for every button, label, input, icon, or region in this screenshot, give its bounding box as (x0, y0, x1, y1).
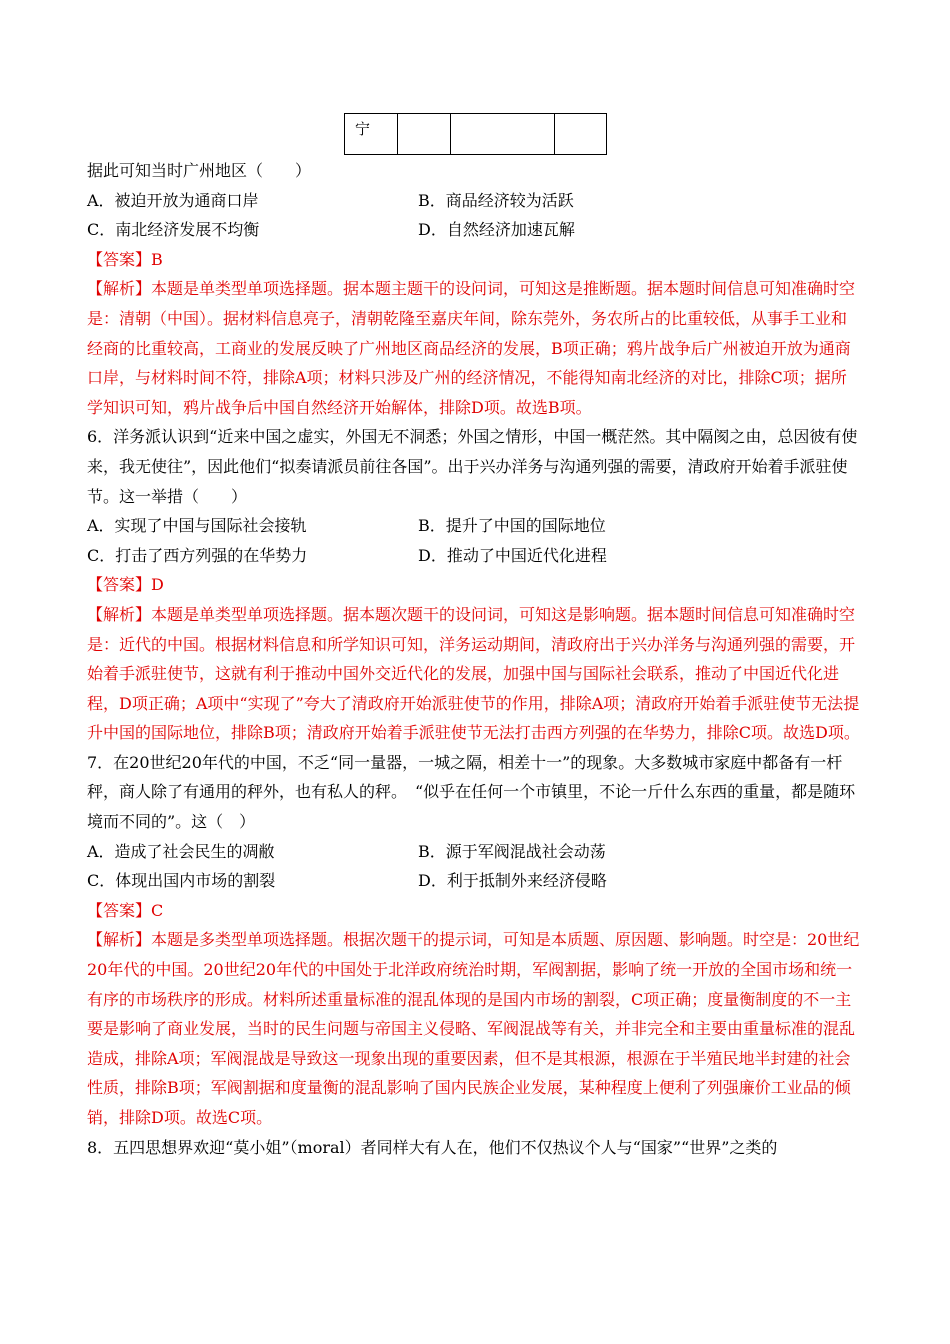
table-row (345, 114, 607, 155)
analysis-text: 【解析】本题是单类型单项选择题。据本题次题干的设问词，可知这是影响题。据本题时间信息可知准确时空是：近代的中国。根据材料信息和所学知识可知，洋务运动期间，清政府出于兴办洋务与沟通列强的需要，开始着手派驻使节，这就有利于推动中国外交近代化的发展，加强中国与国际社会联系，推动了中国近代化进程，D项正确；A项中“实现了”夸大了清政府开始派驻使节的作用，排除A项；清政府开始着手派驻使节无法提升中国的国际地位，排除B项；清政府开始着手派驻使节无法打击西方列强的在华势力，排除C项。故选D项。 (87, 604, 860, 743)
question-list (87, 156, 862, 1162)
answer-label: 【答案】C (87, 900, 164, 920)
option-row (87, 866, 862, 896)
question-stem: 6．洋务派认识到“近来中国之虚实，外国无不洞悉；外国之情形，中国一概茫然。其中隔阂之由，总因彼有使来，我无使往”，因此他们“拟奏请派员前往各国”。出于兴办洋务与沟通列强的需要，清政府开始着手派驻使节。这一举措（ ） (87, 427, 858, 506)
option-row (87, 541, 862, 571)
option-a: A．造成了社会民生的凋敝 (87, 841, 275, 861)
option-row (87, 837, 862, 867)
data-table-fragment (344, 113, 607, 155)
answer-label: 【答案】B (87, 249, 163, 269)
option-a: A．实现了中国与国际社会接轨 (87, 516, 307, 536)
option-b: B．商品经济较为活跃 (418, 190, 574, 210)
option-d: D．利于抵制外来经济侵略 (418, 871, 607, 891)
option-b: B．提升了中国的国际地位 (418, 516, 606, 536)
analysis-text: 【解析】本题是多类型单项选择题。根据次题干的提示词，可知是本质题、原因题、影响题。时空是：20世纪20年代的中国。20世纪20年代的中国处于北洋政府统治时期，军阀割据，影响了统一开放的全国市场和统一有序的市场秩序的形成。材料所述重量标准的混乱体现的是国内市场的割裂，C项正确；度量衡制度的不一主要是影响了商业发展，当时的民生问题与帝国主义侵略、军阀混战等有关，并非完全和主要由重量标准的混乱造成，排除A项；军阀混战是导致这一现象出现的重要因素，但不是其根源，根源在于半殖民地半封建的社会性质，排除B项；军阀割据和度量衡的混乱影响了国内民族企业发展，某种程度上便利了列强廉价工业品的倾销，排除D项。故选C项。 (87, 930, 860, 1127)
question-stem: 8．五四思想界欢迎“莫小姐”（moral）者同样大有人在，他们不仅热议个人与“国家”“世界”之类的 (87, 1137, 778, 1157)
analysis-text: 【解析】本题是单类型单项选择题。据本题主题干的设问词，可知这是推断题。据本题时间信息可知准确时空是：清朝（中国）。据材料信息亮子，清朝乾隆至嘉庆年间，除东莞外，务农所占的比重较低，从事手工业和经商的比重较高，工商业的发展反映了广州地区商品经济的发展，B项正确；鸦片战争后广州被迫开放为通商口岸，与材料时间不符，排除A项；材料只涉及广州的经济情况，不能得知南北经济的对比，排除C项；据所学知识可知，鸦片战争后中国自然经济开始解体，排除D项。故选B项。 (87, 279, 856, 417)
option-c: C．南北经济发展不均衡 (87, 220, 260, 240)
option-b: B．源于军阀混战社会动荡 (418, 841, 606, 861)
table-cell (451, 114, 555, 155)
table-cell: 宁 (345, 114, 398, 155)
option-a: A．被迫开放为通商口岸 (87, 190, 259, 210)
question-stem: 7．在20世纪20年代的中国，不乏“同一量器，一城之隔，相差十一”的现象。大多数城市家庭中都备有一杆秤，商人除了有通用的秤外，也有私人的秤。 “似乎在任何一个市镇里，不论一斤什么东西的重量，都是随环境而不同的”。这（ ） (87, 752, 856, 832)
option-c: C．打击了西方列强的在华势力 (87, 545, 308, 565)
option-row (87, 511, 862, 541)
option-c: C．体现出国内市场的割裂 (87, 871, 276, 891)
question-stem: 据此可知当时广州地区（ ） (87, 161, 312, 180)
answer-label: 【答案】D (87, 575, 164, 595)
option-row (87, 215, 862, 245)
option-row (87, 186, 862, 216)
option-d: D．自然经济加速瓦解 (418, 220, 575, 240)
option-d: D．推动了中国近代化进程 (418, 545, 607, 565)
table-cell (398, 114, 451, 155)
table-cell (555, 114, 607, 155)
